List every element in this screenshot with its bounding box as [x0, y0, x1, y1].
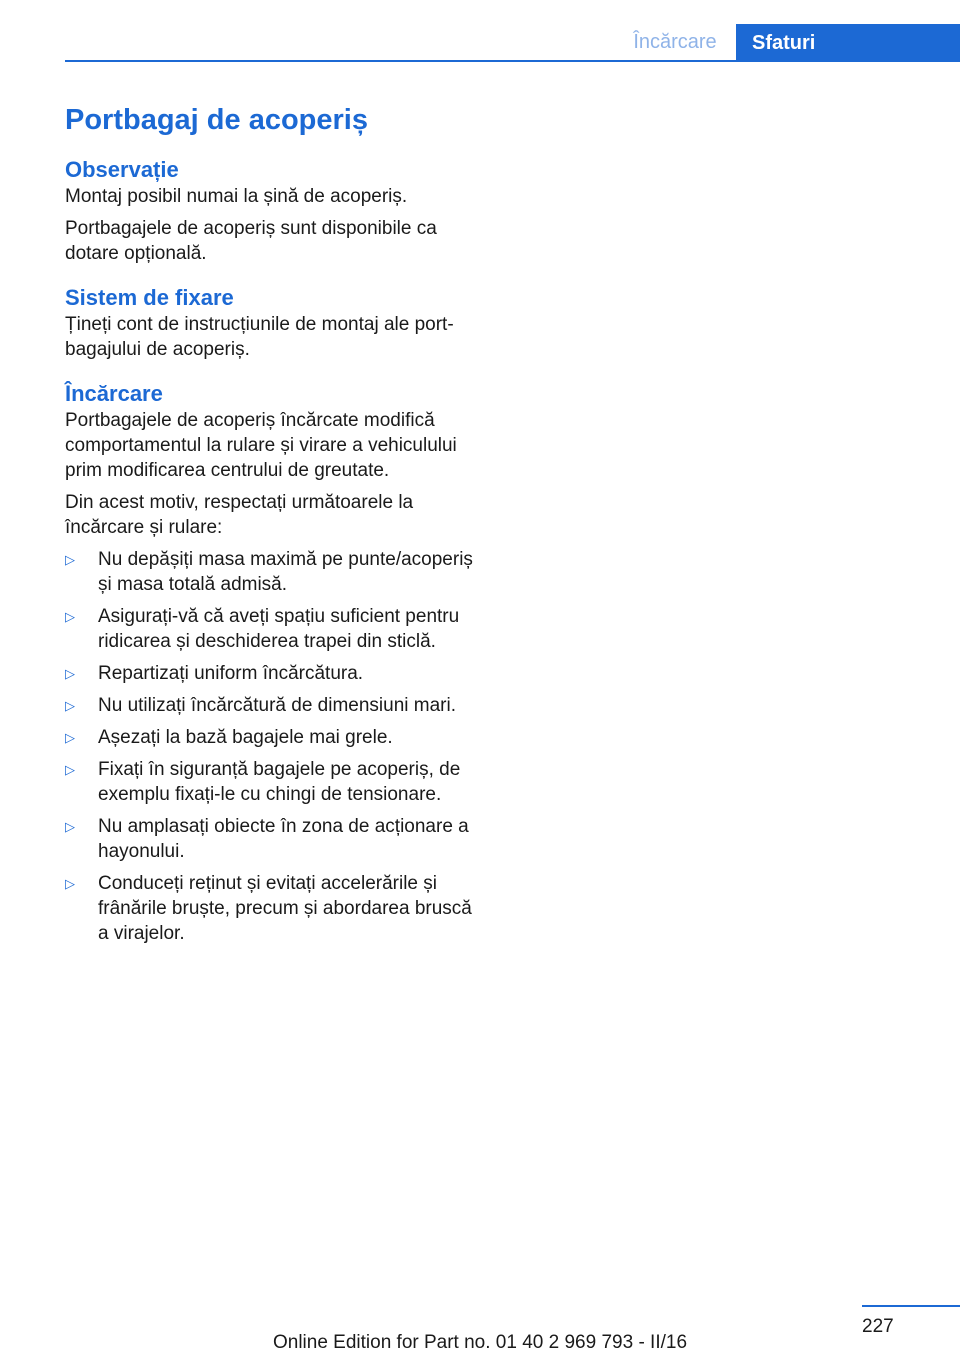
section-observatie	[65, 156, 483, 266]
list-item	[65, 871, 483, 946]
list-item-text: Nu utilizați încărcătură de dimensiuni mari.	[98, 695, 456, 716]
footer-edition: Online Edition for Part no. 01 40 2 969 793 - II/16	[272, 1332, 688, 1353]
triangle-right-outline-icon: ▷	[65, 730, 75, 745]
triangle-right-outline-icon: ▷	[65, 876, 75, 891]
list-item	[65, 661, 483, 686]
list-item-text: Fixați în siguranță bagajele pe acoperiș, de exemplu fixați-le cu chingi de tensionare.	[98, 759, 461, 805]
list-item-text: Asigurați-vă că aveți spațiu suficient pentru ridicarea și deschiderea trapei din sticlă.	[98, 606, 460, 652]
header-divider	[65, 60, 960, 62]
list-item	[65, 693, 483, 718]
list-item	[65, 814, 483, 864]
triangle-right-outline-icon: ▷	[65, 666, 75, 681]
paragraph: Montaj posibil numai la șină de acoperiș.	[65, 186, 408, 207]
triangle-right-outline-icon: ▷	[65, 762, 75, 777]
triangle-right-outline-icon: ▷	[65, 698, 75, 713]
paragraph: Din acest motiv, respectați următoarele la încărcare și rulare:	[65, 492, 414, 538]
page-number: 227	[862, 1316, 894, 1337]
bullet-list	[65, 547, 483, 946]
section-heading: Încărcare	[65, 381, 163, 406]
header-tab-sfaturi[interactable]: Sfaturi	[736, 24, 960, 62]
list-item-text: Repartizați uniform încărcătura.	[98, 663, 364, 684]
list-item	[65, 604, 483, 654]
paragraph: Portbagajele de acoperiș încărcate modifică comportamentul la rulare și virare a vehiculului prim modificarea centrului de greutate.	[65, 410, 457, 481]
list-item	[65, 725, 483, 750]
triangle-right-outline-icon: ▷	[65, 609, 75, 624]
footer-divider	[862, 1305, 960, 1307]
section-heading: Sistem de fixare	[65, 285, 234, 310]
list-item-text: Nu amplasați obiecte în zona de acționare a hayonului.	[98, 816, 469, 862]
paragraph: Țineți cont de instrucțiunile de montaj ale portbagajului de acoperiș.	[65, 314, 454, 360]
list-item	[65, 547, 483, 597]
triangle-right-outline-icon: ▷	[65, 819, 75, 834]
page-title: Portbagaj de acoperiș	[65, 104, 368, 136]
section-sistem-de-fixare	[65, 284, 483, 362]
list-item-text: Nu depășiți masa maximă pe punte/acoperiș și masa totală admisă.	[98, 549, 473, 595]
paragraph: Portbagajele de acoperiș sunt disponibile ca dotare opțională.	[65, 218, 437, 264]
header-tab-incarcare[interactable]: Încărcare	[633, 31, 717, 53]
section-incarcare	[65, 380, 483, 946]
main-content	[65, 100, 483, 953]
list-item	[65, 757, 483, 807]
section-heading: Observație	[65, 157, 179, 182]
list-item-text: Conduceți reținut și evitați accelerările și frânările bruște, precum și abordarea bruscă a virajelor.	[98, 873, 472, 944]
list-item-text: Așezați la bază bagajele mai grele.	[98, 727, 393, 748]
triangle-right-outline-icon: ▷	[65, 552, 75, 567]
